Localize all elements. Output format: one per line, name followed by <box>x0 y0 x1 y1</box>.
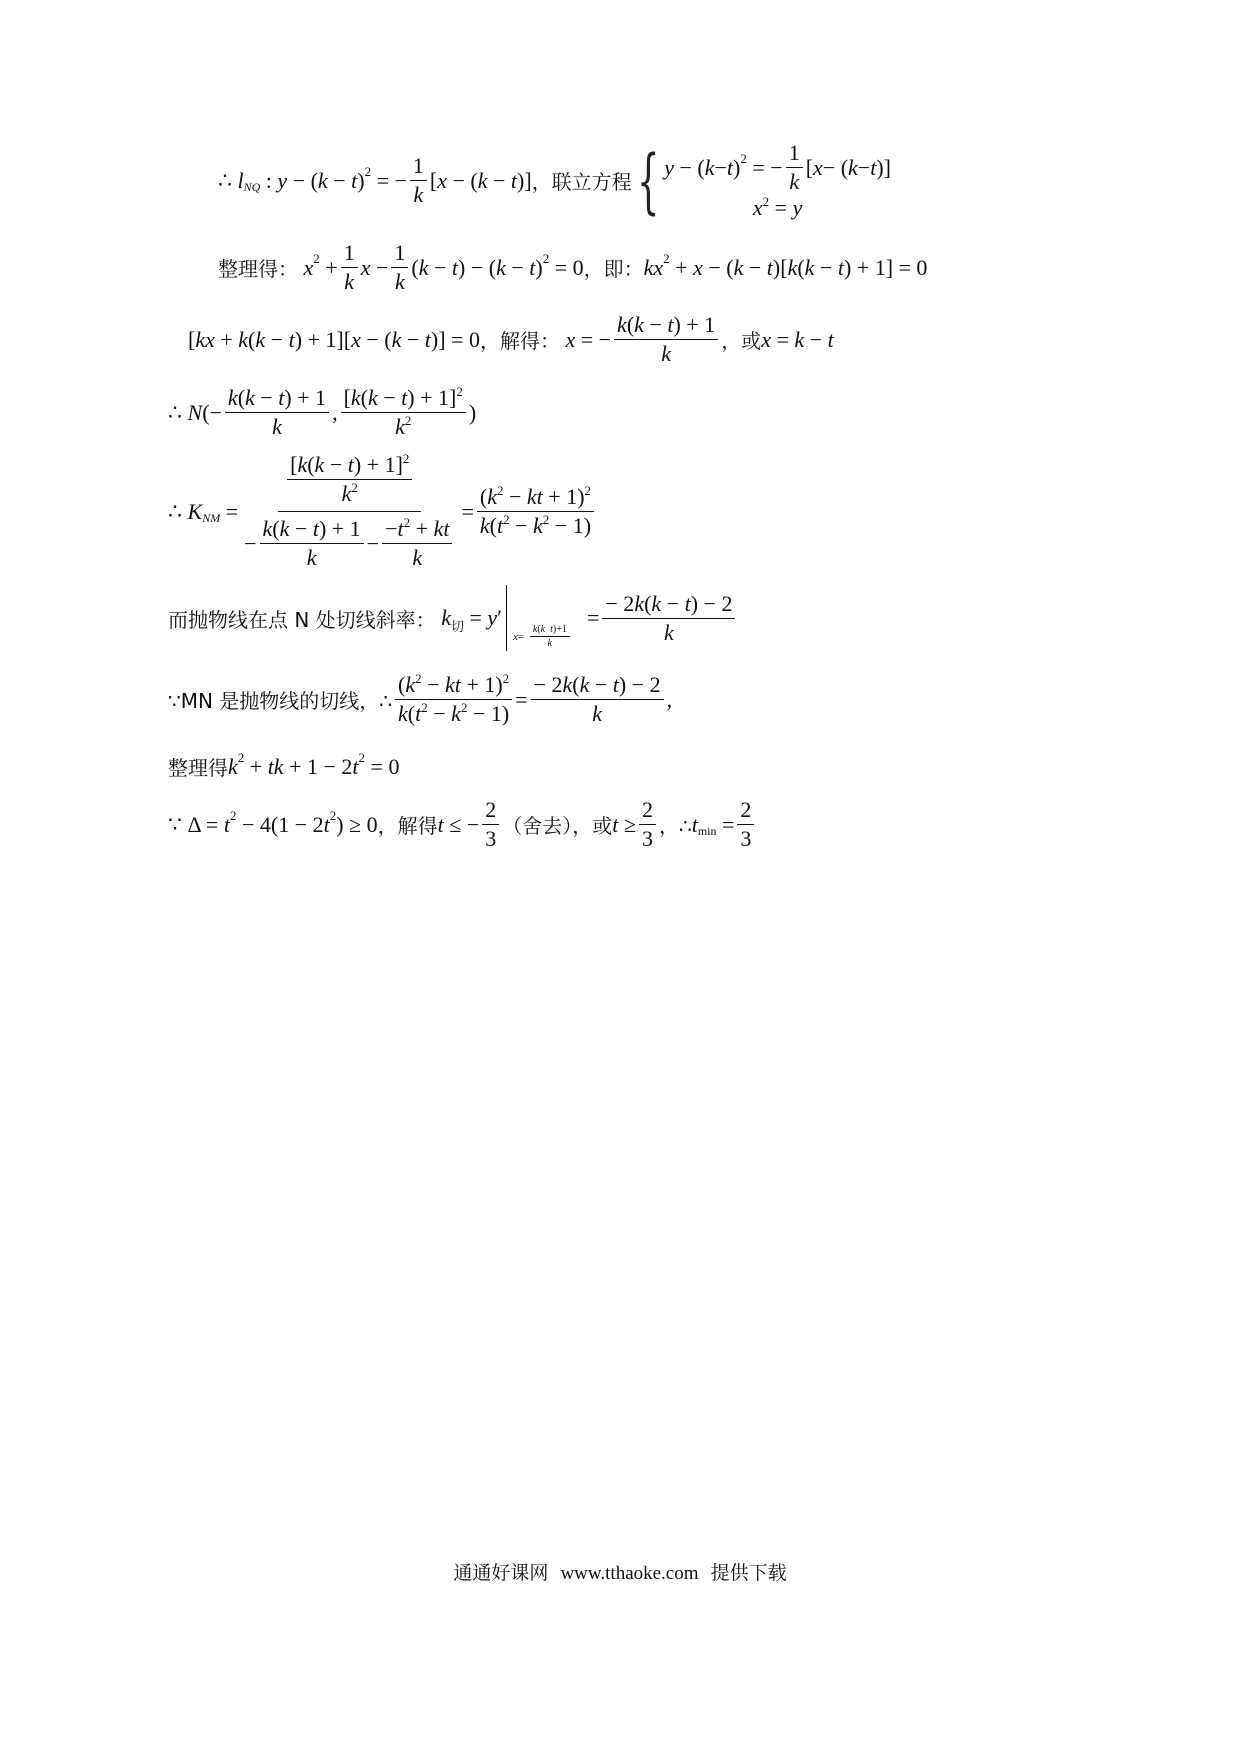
footer-url[interactable]: www.tthaoke.com <box>560 1563 699 1584</box>
brace-symbol: { <box>636 139 660 222</box>
therefore-symbol: ∴ <box>218 167 232 193</box>
equation-line-9: ∵ Δ = t 2 − 4(1 − 2t 2 ) ≥ 0 ，解得 t ≤ − $\frac{2}{3}$ （舍去），或 t ≥ $\frac{2}{3}$ ，∴ t min = $\frac{2}{3}$ <box>168 797 757 852</box>
equation-line-6: 而抛物线在点 N 处切线斜率： k 切 = y′ x = $\frac{\text{k(k t)+1}}{k}$ = $\frac{- 2k(k - t) - 2}{k}$ <box>168 585 738 651</box>
equation-line-5: ∴ K NM = $\frac{[k(k - t) + 1]^2}{k^2}$ − $\frac{k(k - t) + 1}{k}$ − $\frac{-t^2 + kt}{k}$ = $\frac{(k^2 - kt + 1)^2}{k(t^2 - k^2 - 1)}$ <box>168 452 597 571</box>
equation-line-1: ∴ l NQ : y − (k − t) 2 = − $\frac{1}{k}$ [x − (k − t)] ，联立方程 { y − ( k − t ) 2 = − $\frac{1}{k}$ [ x − ( k − t )] $x^2 = y$ <box>218 139 891 222</box>
fraction: $\frac{1}{k}$ <box>410 153 427 208</box>
footer-suffix: 提供下载 <box>710 1562 787 1584</box>
connector-text: ，联立方程 <box>531 170 632 194</box>
equation-line-7: ∵MN 是抛物线的切线，∴ $\frac{(k^2 - kt + 1)^2}{k(t^2 - k^2 - 1)}$ = $\frac{- 2k(k - t) - 2}{k}$ , <box>168 671 673 726</box>
evaluation-bar: x = $\frac{\text{k(k t)+1}}{k}$ <box>506 585 507 651</box>
compound-fraction: $\frac{[k(k - t) + 1]^2}{k^2}$ − $\frac{k(k - t) + 1}{k}$ − $\frac{-t^2 + kt}{k}$ <box>241 452 458 571</box>
equation-system: y − ( k − t ) 2 = − $\frac{1}{k}$ [ x − ( k − t )] $x^2 = y$ <box>664 140 891 220</box>
equation-line-3: [kx + k(k − t) + 1][x − (k − t)] = 0 ，解得： x = − $\frac{k(k - t) + 1}{k}$ ，或 x = k − t <box>188 312 834 366</box>
equation-line-4: ∴ N(− $\frac{k(k - t) + 1}{k}$ , $\frac{[k(k - t) + 1]^2}{k^2}$ ) <box>168 384 477 439</box>
footer-site-name: 通通好课网 <box>453 1562 549 1584</box>
equation-line-8: 整理得 k 2 + tk + 1 − 2t 2 = 0 <box>168 749 400 780</box>
page-footer <box>0 1558 1240 1585</box>
equation-line-2: 整理得： x 2 + $\frac{1}{k}$ x − $\frac{1}{k}$ (k − t) − (k − t) 2 = 0 ，即： kx 2 + x − (k − t)[k(k − t) + 1] = 0 <box>218 240 928 294</box>
